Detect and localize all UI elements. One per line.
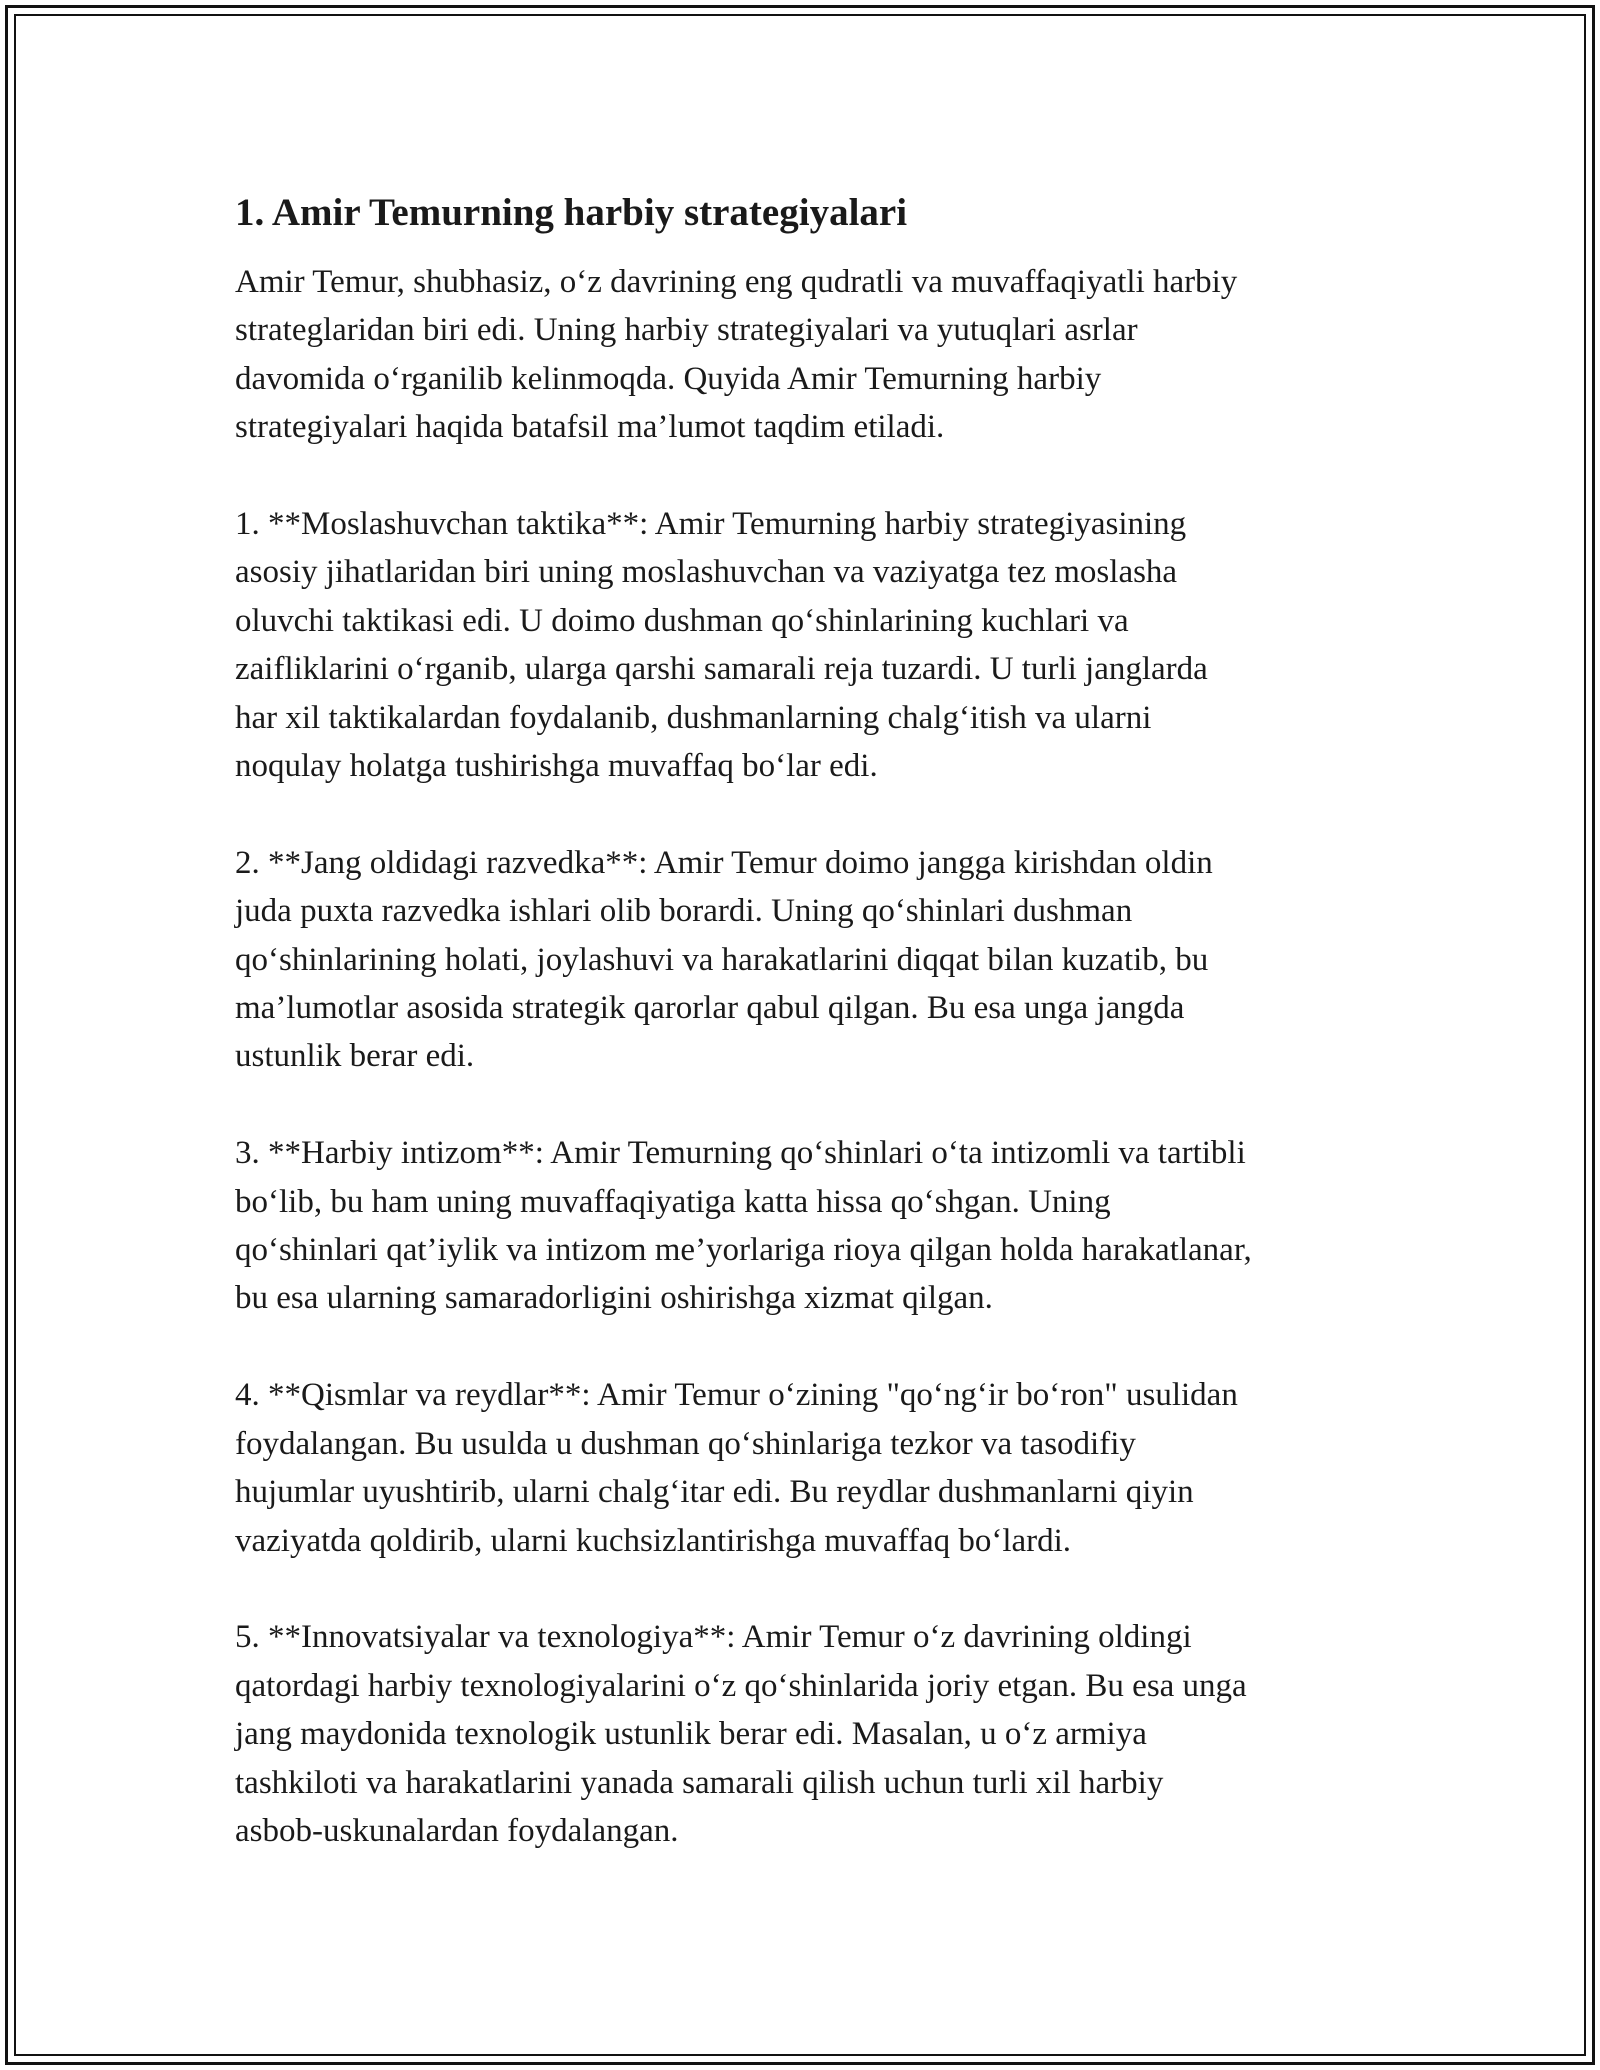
- text-line: strategiyalari haqida batafsil ma’lumot taqdim etiladi.: [235, 409, 945, 446]
- text-line: 1. **Moslashuvchan taktika**: Amir Temurning harbiy strategiyasining: [235, 506, 1187, 543]
- text-line: bu esa ularning samaradorligini oshirishga xizmat qilgan.: [235, 1280, 993, 1317]
- text-line: zaifliklarini o‘rganib, ularga qarshi samarali reja tuzardi. U turli janglarda: [235, 651, 1208, 688]
- text-line: qo‘shinlarining holati, joylashuvi va harakatlarini diqqat bilan kuzatib, bu: [235, 941, 1209, 978]
- text-line: 4. **Qismlar va reydlar**: Amir Temur o‘zining "qo‘ng‘ir bo‘ron" usulidan: [235, 1377, 1238, 1414]
- paragraph-jang-oldidagi-razvedka: [235, 839, 1385, 1081]
- intro-paragraph: [235, 258, 1385, 452]
- text-line: bo‘lib, bu ham uning muvaffaqiyatiga katta hissa qo‘shgan. Uning: [235, 1183, 1111, 1220]
- text-line: jang maydonida texnologik ustunlik berar edi. Masalan, u o‘z armiya: [235, 1716, 1147, 1753]
- text-line: vaziyatda qoldirib, ularni kuchsizlantirishga muvaffaq bo‘lardi.: [235, 1522, 1072, 1559]
- document-body: [235, 188, 1385, 1904]
- text-line: qo‘shinlari qat’iylik va intizom me’yorlariga rioya qilgan holda harakatlanar,: [235, 1232, 1252, 1269]
- paragraph-moslashuvchan-taktika: [235, 500, 1385, 790]
- text-line: asosiy jihatlaridan biri uning moslashuvchan va vaziyatga tez moslasha: [235, 554, 1178, 591]
- section-heading: 1. Amir Temurning harbiy strategiyalari: [235, 191, 908, 234]
- text-line: qatordagi harbiy texnologiyalarini o‘z qo‘shinlarida joriy etgan. Bu esa unga: [235, 1667, 1247, 1704]
- text-line: hujumlar uyushtirib, ularni chalg‘itar edi. Bu reydlar dushmanlarni qiyin: [235, 1474, 1194, 1511]
- text-line: oluvchi taktikasi edi. U doimo dushman qo‘shinlarining kuchlari va: [235, 602, 1129, 639]
- text-line: strateglaridan biri edi. Uning harbiy strategiyalari va yutuqlari asrlar: [235, 312, 1138, 349]
- text-line: Amir Temur, shubhasiz, o‘z davrining eng qudratli va muvaffaqiyatli harbiy: [235, 264, 1238, 300]
- text-line: noqulay holatga tushirishga muvaffaq bo‘lar edi.: [235, 748, 878, 785]
- paragraph-innovatsiyalar-va-texnologiya: [235, 1613, 1385, 1855]
- text-line: juda puxta razvedka ishlari olib borardi. Uning qo‘shinlari dushman: [235, 893, 1133, 930]
- text-line: 2. **Jang oldidagi razvedka**: Amir Temur doimo jangga kirishdan oldin: [235, 844, 1213, 881]
- text-line: davomida o‘rganilib kelinmoqda. Quyida Amir Temurning harbiy: [235, 360, 1102, 397]
- text-line: tashkiloti va harakatlarini yanada samarali qilish uchun turli xil harbiy: [235, 1764, 1164, 1801]
- paragraph-harbiy-intizom: [235, 1129, 1385, 1323]
- text-line: 5. **Innovatsiyalar va texnologiya**: Amir Temur o‘z davrining oldingi: [235, 1619, 1192, 1656]
- text-line: 3. **Harbiy intizom**: Amir Temurning qo‘shinlari o‘ta intizomli va tartibli: [235, 1135, 1246, 1172]
- text-line: ma’lumotlar asosida strategik qarorlar qabul qilgan. Bu esa unga jangda: [235, 990, 1185, 1027]
- text-line: ustunlik berar edi.: [235, 1038, 475, 1075]
- text-line: asbob-uskunalardan foydalangan.: [235, 1812, 679, 1849]
- text-line: foydalangan. Bu usulda u dushman qo‘shinlariga tezkor va tasodifiy: [235, 1425, 1136, 1462]
- paragraph-qismlar-va-reydlar: [235, 1371, 1385, 1565]
- text-line: har xil taktikalardan foydalanib, dushmanlarning chalg‘itish va ularni: [235, 699, 1152, 736]
